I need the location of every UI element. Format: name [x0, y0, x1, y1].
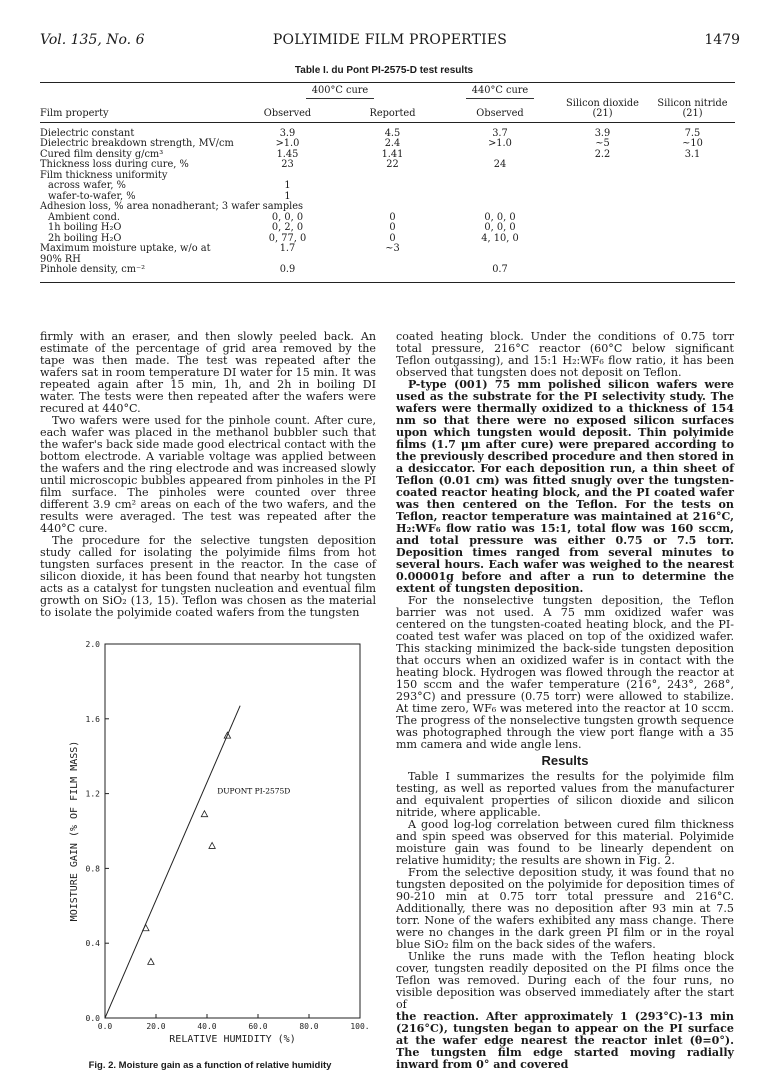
- table-cell-value: >1.0: [488, 138, 512, 149]
- table-cell-value: [555, 234, 650, 245]
- table-cell-value: 2.2: [594, 148, 611, 160]
- y-tick-label: 1.2: [85, 789, 100, 799]
- table-cell-value: 4, 10, 0: [481, 232, 519, 244]
- table-cell-value: [340, 171, 445, 182]
- results-table: [40, 82, 735, 283]
- table-cell-value: 0, 2, 0: [271, 222, 304, 233]
- table-cell-value: 24: [493, 159, 507, 170]
- table-cell-value: 0: [389, 211, 396, 223]
- table-row: [40, 181, 735, 192]
- table-cell-property: 1h boiling H₂O: [48, 222, 122, 233]
- table-cell-value: 3.7: [492, 127, 508, 139]
- moisture-gain-chart: [55, 636, 385, 1056]
- table-cell-value: 0: [389, 232, 396, 244]
- col-header-silicon-nitride: Silicon nitride (21): [650, 99, 735, 123]
- table-cell-value: [555, 160, 650, 171]
- table-cell-value: [650, 223, 735, 234]
- col-header-observed-440: Observed: [445, 99, 555, 123]
- x-tick-label: 80.0: [299, 1022, 319, 1031]
- col-header-property: Film property: [40, 99, 235, 123]
- table-cell-value: [555, 213, 650, 224]
- table-row: [40, 160, 735, 171]
- table-row: [40, 213, 735, 224]
- y-tick-label: 0.4: [85, 939, 100, 949]
- table-row: [40, 139, 735, 150]
- paragraph: P-type (001) 75 mm polished silicon wafers were used as the substrate for the PI selectivity study. The wafers were thermally oxidized to a thickness of 154 nm so that there were no exposed silicon surfaces upon which tungsten would deposit. Thin polyimide films (1.7 μm after cure) were prepared according to the previously described procedure and then stored in a desiccator. For each deposition run, a thin sheet of Teflon (0.01 cm) was fitted snugly over the tungsten-coated reactor heating block, and the PI coated wafer was then centered on the Teflon. For the tests on Teflon, reactor temperature was maintained at 216°C, H₂:WF₆ flow ratio was 15:1, total flow was 160 sccm, and total pressure was either 0.75 or 7.5 torr. Deposition times ranged from several minutes to several hours. Each wafer was weighed to the nearest 0.00001g before and after a run to determine the extent of tungsten deposition.: [396, 378, 734, 595]
- table-cell-value: [445, 192, 555, 203]
- table-cell-value: [650, 171, 735, 182]
- table-cell-value: 2.4: [384, 138, 401, 149]
- table-cell-value: 0.7: [445, 265, 555, 282]
- table-cell-value: >1.0: [275, 138, 300, 149]
- table-row: [40, 265, 735, 282]
- x-tick-label: 60.0: [248, 1022, 268, 1031]
- table-cell-value: [340, 181, 445, 192]
- col-header-silicon-dioxide: Silicon dioxide (21): [555, 99, 650, 123]
- table-cell-value: [555, 192, 650, 203]
- table-cell-value: [555, 171, 650, 182]
- table-cell-value: [650, 234, 735, 245]
- paragraph: Two wafers were used for the pinhole count. After cure, each wafer was placed in the methanol bubbler such that the wafer's back side made good electrical contact with the bottom electrode. A variable voltage was applied between the wafers and the ring electrode and was increased slowly until microscopic bubbles appeared from pinholes in the PI film surface. The pinholes were counted over three different 3.9 cm² areas on each of the two wafers, and the results were averaged. The test was repeated after the 440°C cure.: [40, 414, 376, 535]
- table-cell-value: 0.9: [235, 265, 340, 282]
- page-number: 1479: [704, 32, 740, 48]
- paragraph: the reaction. After approximately 1 (293°C)-13 min (216°C), tungsten began to appear on the PI surface at the wafer edge nearest the reactor inlet (θ=0°). The tungsten film edge started moving radially inward from 0° and covered: [396, 1010, 734, 1071]
- table-cell-value: [445, 244, 555, 265]
- table-cell-property: Film thickness uniformity: [40, 169, 168, 181]
- paragraph: coated heating block. Under the conditions of 0.75 torr total pressure, 216°C reactor (60°C below significant Teflon outgassing), and 15:1 H₂:WF₆ flow ratio, it has been observed that tungsten does not deposit on Teflon.: [396, 330, 734, 379]
- table-cell-value: [650, 213, 735, 224]
- y-axis-label: MOISTURE GAIN (% OF FILM MASS): [69, 740, 80, 922]
- y-tick-label: 1.6: [85, 714, 100, 724]
- table-cell-value: [340, 265, 445, 282]
- table-cell-value: 0, 0, 0: [484, 211, 516, 223]
- fit-line: [105, 706, 240, 1018]
- table-cell-value: [650, 160, 735, 171]
- table-cell-value: 1.7: [279, 243, 296, 254]
- section-heading-results: Results: [541, 753, 589, 768]
- y-tick-label: 0.0: [85, 1014, 100, 1023]
- table-cell-property: Cured film density g/cm³: [40, 148, 164, 160]
- table-row: [40, 122, 735, 139]
- table-cell-value: 7.5: [684, 127, 701, 139]
- paragraph: From the selective deposition study, it was found that no tungsten deposited on the polyimide for deposition times of 90-210 min at 0.75 torr total pressure and 216°C. Additionally, there was no deposition after 93 min at 7.5 torr. None of the wafers exhibited any mass change. There were no changes in the dark green PI film or in the royal blue SiO₂ film on the back sides of the wafers.: [396, 866, 734, 951]
- table-cell-property: Maximum moisture uptake, w/o at 90% RH: [40, 243, 211, 265]
- group-440-header: 440°C cure: [466, 86, 535, 99]
- figure-caption: Fig. 2. Moisture gain as a function of relative humidity: [88, 1060, 332, 1071]
- table-cell-value: [555, 181, 650, 192]
- col-header-observed-400: Observed: [235, 99, 340, 123]
- right-column-text: [396, 331, 734, 1071]
- running-title: POLYIMIDE FILM PROPERTIES: [272, 32, 508, 48]
- plot-frame: [105, 644, 360, 1018]
- data-point: [148, 958, 154, 964]
- x-tick-label: 20.0: [146, 1022, 166, 1031]
- table-cell-property: Dielectric constant: [40, 127, 135, 139]
- paragraph: The procedure for the selective tungsten deposition study called for isolating the polyimide films from hot tungsten surfaces present in the reactor. In the case of silicon dioxide, it has been found that nearby hot tungsten acts as a catalyst for tungsten nucleation and eventual film growth on SiO₂ (13, 15). Teflon was chosen as the material to isolate the polyimide coated wafers from the tungsten: [40, 534, 376, 619]
- table-cell-value: 0: [389, 222, 396, 233]
- table-row: [40, 244, 735, 265]
- table-cell-value: 3.1: [684, 148, 701, 160]
- paragraph: firmly with an eraser, and then slowly peeled back. An estimate of the percentage of grid area removed by the tape was then made. The test was repeated after the wafers sat in room temperature DI water for 15 min. It was repeated again after 15 min, 1h, and 2h in boiling DI water. The tests were then repeated after the wafers were recured at 440°C.: [40, 330, 376, 415]
- table-cell-property: Pinhole density, cm⁻²: [40, 265, 235, 282]
- table-cell-property: wafer-to-wafer, %: [48, 190, 136, 202]
- table-cell-value: [555, 244, 650, 265]
- table-cell-value: ~10: [682, 138, 703, 149]
- table-cell-value: 23: [281, 159, 294, 170]
- journal-volume: Vol. 135, No. 6: [40, 32, 145, 48]
- x-axis-label: RELATIVE HUMIDITY (%): [169, 1034, 296, 1045]
- table-cell-value: [445, 181, 555, 192]
- series-label: DUPONT PI-2575D: [217, 786, 291, 796]
- data-point: [201, 811, 207, 817]
- col-header-reported-400: Reported: [340, 99, 445, 123]
- table-cell-value: 1.41: [381, 148, 404, 160]
- table-cell-value: 0, 77, 0: [268, 232, 307, 244]
- paragraph: Unlike the runs made with the Teflon heating block cover, tungsten readily deposited on the PI films once the Teflon was removed. During each of the four runs, no visible deposition was observed immediately after the start of: [396, 950, 734, 1011]
- table-cell-value: 4.5: [384, 127, 401, 139]
- table-cell-value: [340, 192, 445, 203]
- x-tick-label: 100.: [350, 1022, 370, 1031]
- running-header: [40, 32, 740, 52]
- x-tick-label: 40.0: [197, 1022, 217, 1031]
- table-cell-value: [650, 181, 735, 192]
- x-tick-label: 0.0: [97, 1022, 113, 1031]
- data-point: [209, 842, 215, 848]
- table-cell-value: 3.9: [279, 127, 296, 139]
- table-cell-property: 2h boiling H₂O: [48, 232, 122, 244]
- group-400-header: 400°C cure: [306, 86, 375, 99]
- table-row: [40, 171, 735, 182]
- table-cell-value: ~5: [595, 138, 610, 149]
- table-cell-property: Thickness loss during cure, %: [40, 159, 189, 170]
- table-row: [40, 223, 735, 234]
- table-cell-property: across wafer, %: [48, 180, 126, 191]
- left-column-text: [40, 331, 376, 619]
- table-cell-property: Adhesion loss, % area nonadherant; 3 wafer samples: [40, 201, 304, 212]
- y-tick-label: 0.8: [85, 864, 100, 874]
- table-cell-value: 1: [284, 180, 291, 191]
- table-cell-property: Ambient cond.: [48, 211, 121, 223]
- table-cell-value: 1: [284, 190, 291, 202]
- table-cell-value: [650, 192, 735, 203]
- table-cell-value: ~3: [385, 243, 400, 254]
- y-tick-label: 2.0: [85, 640, 100, 649]
- table-cell-value: [650, 244, 735, 265]
- table-row: [40, 202, 735, 213]
- table-caption: Table I. du Pont PI-2575-D test results: [294, 65, 474, 76]
- paragraph: For the nonselective tungsten deposition, the Teflon barrier was not used. A 75 mm oxidized wafer was centered on the tungsten-coated heating block, and the PI-coated test wafer was placed on top of the oxidized wafer. This stacking minimized the back-side tungsten deposition that occurs when an oxidized wafer is in contact with the heating block. Hydrogen was flowed through the reactor at 150 sccm and the wafer temperature (216°, 243°, 268°, 293°C) and pressure (0.75 torr) were allowed to stabilize. At time zero, WF₆ was metered into the reactor at 10 sccm. The progress of the nonselective tungsten growth sequence was photographed through the view port flange with a 35 mm camera and wide angle lens.: [396, 594, 734, 751]
- table-cell-value: 3.9: [594, 127, 611, 139]
- table-cell-value: [555, 265, 650, 282]
- table-cell-value: 0, 0, 0: [484, 222, 516, 233]
- table-cell-value: [650, 265, 735, 282]
- table-cell-value: [445, 171, 555, 182]
- paragraph: Table I summarizes the results for the polyimide film testing, as well as reported values from the manufacturer and equivalent properties of silicon dioxide and silicon nitride, where applicable.: [396, 770, 734, 819]
- table-cell-value: 0, 0, 0: [271, 211, 304, 223]
- table-cell-value: 1.45: [276, 148, 299, 160]
- table-cell-value: [555, 223, 650, 234]
- table-cell-property: Dielectric breakdown strength, MV/cm: [40, 138, 234, 149]
- paragraph: A good log-log correlation between cured film thickness and spin speed was observed for this material. Polyimide moisture gain was found to be linearly dependent on relative humidity; the results are shown in Fig. 2.: [396, 818, 734, 867]
- table-cell-value: 22: [386, 159, 399, 170]
